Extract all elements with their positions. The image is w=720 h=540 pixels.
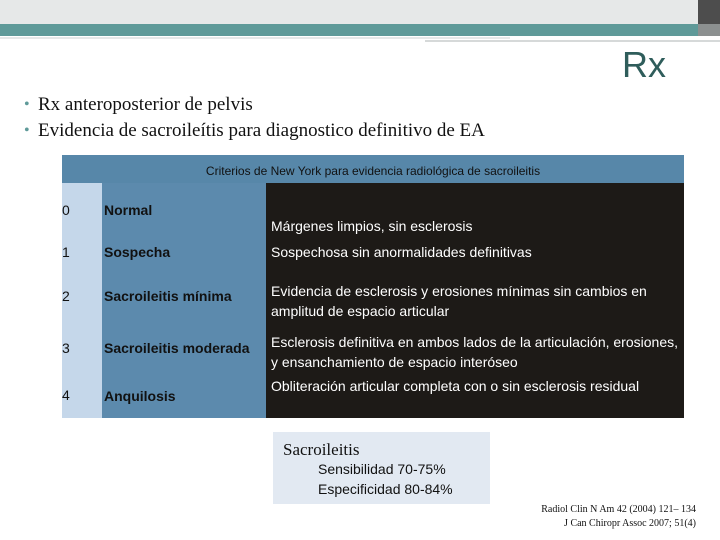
table-cell-description: Esclerosis definitiva en ambos lados de la articulación, erosiones, y ensanchamiento de espacio interóseo [271, 334, 678, 370]
table-cell-name: Sospecha [104, 244, 171, 260]
bullet-text: Evidencia de sacroileítis para diagnostico definitivo de EA [38, 120, 485, 141]
top-decor-bar [0, 0, 720, 24]
table-cell-name: Normal [104, 202, 153, 218]
table-cell-description: Evidencia de esclerosis y erosiones mínimas sin cambios en amplitud de espacio articular [271, 283, 647, 319]
table-cell-description: Obliteración articular completa con o sin esclerosis residual [271, 378, 640, 394]
bullet-item [24, 94, 485, 120]
table-cell-description: Sospechosa sin anormalidades definitivas [271, 244, 532, 260]
slide-title: Rx [622, 44, 666, 85]
corner-decor-dark [698, 0, 720, 24]
bullet-list [24, 94, 485, 146]
table-cell-grade: 3 [62, 340, 70, 356]
table-cell-name: Sacroileitis moderada [104, 340, 250, 356]
corner-decor-gray [698, 24, 720, 36]
bullet-icon: • [24, 96, 30, 113]
table-cell-grade: 2 [62, 288, 70, 304]
table-header: Criterios de New York para evidencia radiológica de sacroileitis [62, 155, 684, 183]
table-cell-grade: 1 [62, 244, 70, 260]
summary-specificity: Especificidad 80-84% [318, 481, 453, 497]
reference-line: Radiol Clin N Am 42 (2004) 121– 134 [541, 504, 696, 515]
table-cell-grade: 4 [62, 387, 70, 403]
table-cell-grade: 0 [62, 202, 70, 218]
reference-line: J Can Chiropr Assoc 2007; 51(4) [564, 518, 696, 529]
summary-sensitivity: Sensibilidad 70-75% [318, 461, 446, 477]
criteria-table [62, 155, 684, 418]
bullet-icon: • [24, 122, 30, 139]
table-cell-name: Sacroileitis mínima [104, 288, 232, 304]
table-cell-description: Márgenes limpios, sin esclerosis [271, 218, 473, 234]
header-rule-left [0, 37, 510, 39]
table-cell-name: Anquilosis [104, 388, 176, 404]
bullet-item [24, 120, 485, 146]
header-rule-right [425, 40, 720, 42]
summary-title: Sacroileitis [283, 440, 360, 459]
top-accent-bar [0, 24, 700, 36]
bullet-text: Rx anteroposterior de pelvis [38, 94, 253, 115]
